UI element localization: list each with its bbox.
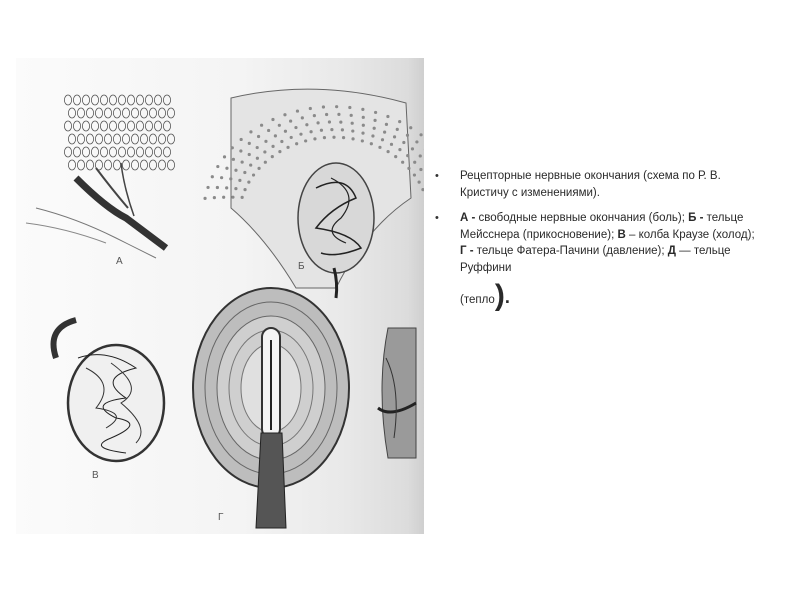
caption-item-title [430, 168, 760, 201]
tissue-cell [211, 175, 214, 178]
epithelial-cell [100, 121, 107, 131]
tissue-cell [286, 146, 289, 149]
caption-title-text: Рецепторные нервные окончания (схема по Р. В. Кристичу с изменениями). [460, 170, 721, 199]
tissue-cell [361, 132, 364, 135]
tissue-cell [206, 186, 209, 189]
epithelial-cell [145, 147, 152, 157]
epithelial-cell [118, 95, 125, 105]
tissue-cell [234, 169, 237, 172]
tissue-cell [263, 150, 266, 153]
legend-close-paren: ) [494, 279, 505, 312]
figure-plate [16, 58, 424, 534]
tissue-cell [362, 124, 365, 127]
legend-end-dot: . [504, 287, 510, 307]
panel-d-ruffini [378, 328, 416, 458]
epithelial-cell [113, 134, 120, 144]
legend-text-b: тельце Мейсснера (прикосновение); [460, 212, 744, 241]
tissue-cell [313, 137, 316, 140]
epithelial-cell [104, 134, 111, 144]
tissue-cell [271, 145, 274, 148]
tissue-cell [304, 139, 307, 142]
tissue-cell [238, 179, 241, 182]
tissue-cell [243, 171, 246, 174]
tissue-cell [381, 138, 384, 141]
tissue-cell [267, 129, 270, 132]
label-panel-v: В [92, 470, 99, 481]
tissue-cell [225, 186, 228, 189]
epithelial-cell [64, 121, 71, 131]
tissue-cell [348, 106, 351, 109]
epithelial-cell [68, 108, 75, 118]
bullet-icon: • [435, 212, 439, 224]
legend-letter-v: В [617, 228, 626, 241]
epithelial-cell [77, 134, 84, 144]
tissue-cell [240, 138, 243, 141]
epithelial-cell [136, 121, 143, 131]
legend-letter-a: А - [460, 212, 476, 224]
epithelial-cell [73, 147, 80, 157]
tissue-cell [398, 120, 401, 123]
tissue-cell [419, 154, 422, 157]
tissue-cell [216, 186, 219, 189]
epithelial-cell [109, 95, 116, 105]
tissue-cell [289, 119, 292, 122]
epithelial-cell [109, 147, 116, 157]
tissue-cell [413, 173, 416, 176]
tissue-cell [413, 161, 416, 164]
tissue-cell [374, 111, 377, 114]
tissue-cell [239, 149, 242, 152]
tissue-cell [222, 196, 225, 199]
epithelial-cell [127, 147, 134, 157]
tissue-cell [351, 137, 354, 140]
epithelial-cell [131, 108, 138, 118]
tissue-cell [225, 167, 228, 170]
epithelial-cell [163, 95, 170, 105]
epithelial-cell [127, 121, 134, 131]
tissue-cell [232, 158, 235, 161]
tissue-cell [378, 146, 381, 149]
epithelial-cell [118, 121, 125, 131]
label-panel-a: А [116, 256, 123, 267]
epithelial-cell [163, 147, 170, 157]
tissue-cell [351, 122, 354, 125]
tissue-cell [332, 136, 335, 139]
tissue-cell [328, 120, 331, 123]
tissue-cell [257, 135, 260, 138]
legend-text-d: — тельце Руффини [460, 245, 731, 274]
epithelial-cell [86, 108, 93, 118]
epithelial-cell [167, 134, 174, 144]
panel-b-meissner [203, 89, 424, 298]
epithelial-cell [91, 147, 98, 157]
epithelial-cell [86, 160, 93, 170]
bullet-icon: • [435, 170, 439, 182]
epithelial-cell [82, 147, 89, 157]
tissue-cell [325, 113, 328, 116]
epithelial-cell [158, 134, 165, 144]
caption-list [430, 168, 760, 312]
epithelial-cell [100, 95, 107, 105]
tissue-cell [341, 128, 344, 131]
epithelial-cell [100, 147, 107, 157]
tissue-cell [361, 108, 364, 111]
tissue-cell [361, 139, 364, 142]
tissue-cell [249, 163, 252, 166]
tissue-cell [330, 128, 333, 131]
legend-letter-g: Г - [460, 245, 474, 257]
tissue-cell [396, 128, 399, 131]
tissue-cell [278, 124, 281, 127]
epithelial-cell [95, 134, 102, 144]
tissue-cell [371, 134, 374, 137]
tissue-cell [335, 105, 338, 108]
tissue-cell [216, 165, 219, 168]
tissue-cell [419, 133, 422, 136]
tissue-cell [320, 129, 323, 132]
tissue-cell [362, 116, 365, 119]
figure-drawings [16, 58, 424, 534]
legend-letter-b: Б - [688, 212, 704, 224]
epithelial-cell [136, 147, 143, 157]
epithelial-cell [145, 121, 152, 131]
tissue-cell [313, 114, 316, 117]
tissue-cell [264, 140, 267, 143]
epithelial-cell [154, 121, 161, 131]
tissue-cell [256, 157, 259, 160]
tissue-cell [220, 176, 223, 179]
tissue-cell [350, 114, 353, 117]
epithelial-cell [154, 95, 161, 105]
epithelial-cell [73, 95, 80, 105]
epithelial-cell [145, 95, 152, 105]
tissue-cell [323, 136, 326, 139]
epithelial-cell [64, 147, 71, 157]
tissue-cell [231, 196, 234, 199]
epithelial-cell [131, 134, 138, 144]
epithelial-cell [163, 121, 170, 131]
epithelial-cell [149, 160, 156, 170]
legend-text-v: – колба Краузе (холод); [625, 228, 755, 241]
epithelial-cell [140, 134, 147, 144]
tissue-cell [383, 131, 386, 134]
tissue-cell [386, 115, 389, 118]
tissue-cell [409, 126, 412, 129]
tissue-cell [418, 181, 421, 184]
epithelial-cell [118, 147, 125, 157]
tissue-cell [284, 130, 287, 133]
epithelial-cell [127, 95, 134, 105]
epithelial-cell [91, 121, 98, 131]
epithelial-cell [77, 108, 84, 118]
epithelial-cell [91, 95, 98, 105]
legend-text-g: тельце Фатера-Пачини (давление); [473, 245, 668, 257]
epithelial-cell [113, 108, 120, 118]
panel-v-krause [54, 320, 165, 461]
epithelial-cell [122, 108, 129, 118]
tissue-cell [421, 188, 424, 191]
tissue-cell [337, 113, 340, 116]
tissue-cell [271, 155, 274, 158]
tissue-cell [249, 130, 252, 133]
epithelial-cell [64, 95, 71, 105]
tissue-cell [398, 148, 401, 151]
epithelial-cell [149, 134, 156, 144]
epithelial-cell [82, 95, 89, 105]
label-panel-b: Б [298, 261, 305, 272]
tissue-cell [296, 109, 299, 112]
epithelial-cell [113, 160, 120, 170]
epithelial-cell [122, 134, 129, 144]
tissue-cell [231, 146, 234, 149]
tissue-cell [295, 142, 298, 145]
tissue-cell [401, 161, 404, 164]
legend-letter-d: Д [667, 245, 676, 257]
tissue-cell [322, 105, 325, 108]
tissue-cell [385, 123, 388, 126]
tissue-cell [274, 134, 277, 137]
epithelial-cell [68, 160, 75, 170]
tissue-cell [339, 121, 342, 124]
epithelial-cell [154, 147, 161, 157]
tissue-cell [234, 187, 237, 190]
tissue-cell [223, 155, 226, 158]
tissue-cell [294, 126, 297, 129]
tissue-cell [407, 167, 410, 170]
tissue-cell [278, 150, 281, 153]
tissue-cell [257, 167, 260, 170]
epithelial-cell [104, 108, 111, 118]
tissue-cell [373, 119, 376, 122]
epithelial-cell [149, 108, 156, 118]
tissue-cell [301, 116, 304, 119]
tissue-cell [264, 161, 267, 164]
epithelial-cell [131, 160, 138, 170]
panel-g-pacini [193, 288, 349, 528]
tissue-cell [406, 154, 409, 157]
tissue-cell [342, 136, 345, 139]
tissue-cell [203, 197, 206, 200]
tissue-cell [411, 147, 414, 150]
epithelial-cell [95, 108, 102, 118]
epithelial-cell [167, 160, 174, 170]
tissue-cell [290, 136, 293, 139]
label-panel-g: Г [218, 512, 224, 523]
tissue-cell [402, 141, 405, 144]
epithelial-cell [109, 121, 116, 131]
tissue-cell [394, 155, 397, 158]
tissue-cell [243, 188, 246, 191]
epithelial-cell [82, 121, 89, 131]
epithelial-cell [73, 121, 80, 131]
epithelial-cell [140, 160, 147, 170]
tissue-cell [260, 124, 263, 127]
tissue-cell [280, 140, 283, 143]
tissue-cell [390, 143, 393, 146]
legend-text-a: свободные нервные окончания (боль); [475, 212, 689, 224]
tissue-cell [419, 168, 422, 171]
epithelial-cell [158, 160, 165, 170]
tissue-cell [370, 142, 373, 145]
tissue-cell [316, 121, 319, 124]
tissue-cell [299, 133, 302, 136]
legend-text-teplo: (тепло [460, 294, 495, 306]
tissue-cell [305, 123, 308, 126]
epithelial-cell [122, 160, 129, 170]
tissue-cell [351, 129, 354, 132]
epithelial-cell [77, 160, 84, 170]
tissue-cell [415, 140, 418, 143]
panel-a-free-endings [26, 95, 175, 258]
tissue-cell [309, 107, 312, 110]
epithelial-cell [158, 108, 165, 118]
epithelial-cell [68, 134, 75, 144]
tissue-cell [309, 130, 312, 133]
epithelial-cell [104, 160, 111, 170]
tissue-cell [241, 196, 244, 199]
tissue-cell [248, 142, 251, 145]
tissue-cell [247, 181, 250, 184]
tissue-cell [283, 113, 286, 116]
tissue-cell [252, 173, 255, 176]
tissue-cell [213, 196, 216, 199]
epithelial-cell [136, 95, 143, 105]
caption-item-legend [430, 210, 760, 312]
tissue-cell [271, 118, 274, 121]
epithelial-cell [86, 134, 93, 144]
tissue-cell [256, 146, 259, 149]
tissue-cell [406, 134, 409, 137]
tissue-cell [229, 177, 232, 180]
epithelial-cell [140, 108, 147, 118]
epithelial-cell [167, 108, 174, 118]
tissue-cell [373, 127, 376, 130]
tissue-cell [248, 153, 251, 156]
tissue-cell [387, 150, 390, 153]
tissue-cell [241, 160, 244, 163]
tissue-cell [393, 135, 396, 138]
